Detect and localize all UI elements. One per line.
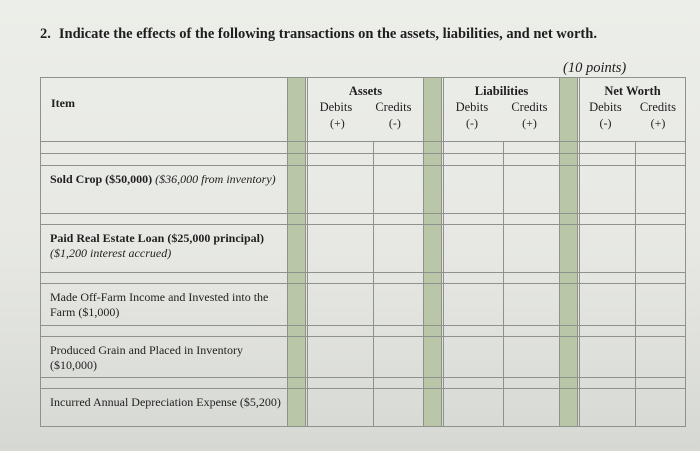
net-worth-debit-input[interactable] xyxy=(580,284,636,326)
net-worth-credit-input[interactable] xyxy=(636,337,686,378)
net-worth-credits-label: Credits xyxy=(639,100,676,114)
net-worth-credit-input[interactable] xyxy=(636,225,686,273)
row-label: Produced Grain and Placed in Inventory ($10,000) xyxy=(41,337,288,378)
net-worth-debit-input[interactable] xyxy=(580,389,636,427)
assets-credit-input[interactable] xyxy=(374,225,424,273)
green-separator xyxy=(424,78,442,142)
assets-header xyxy=(308,78,424,142)
table-row xyxy=(41,337,686,378)
net-worth-header xyxy=(580,78,686,142)
table-row xyxy=(41,389,686,427)
assets-credits-label: Credits xyxy=(375,100,412,114)
question-number: 2. xyxy=(40,26,51,42)
assets-debits-label: Debits xyxy=(319,100,353,114)
row-label: Paid Real Estate Loan ($25,000 principal) ($1,200 interest accrued) xyxy=(41,225,288,273)
liabilities-debit-input[interactable] xyxy=(444,337,504,378)
net-worth-debits-label: Debits xyxy=(589,100,622,114)
liabilities-credit-sign: (+) xyxy=(522,116,537,130)
question-text: Indicate the effects of the following transactions on the assets, liabilities, and net worth. xyxy=(58,26,597,42)
spacer-row xyxy=(41,154,686,166)
liabilities-debit-sign: (-) xyxy=(466,116,479,130)
row-label: Made Off-Farm Income and Invested into the Farm ($1,000) xyxy=(41,284,288,326)
liabilities-credit-input[interactable] xyxy=(504,225,560,273)
green-separator xyxy=(560,78,578,142)
assets-credit-input[interactable] xyxy=(374,389,424,427)
liabilities-debit-input[interactable] xyxy=(444,284,504,326)
liabilities-credits-label: Credits xyxy=(511,100,548,114)
points-label: (10 points) xyxy=(563,60,627,76)
net-worth-debit-input[interactable] xyxy=(580,337,636,378)
net-worth-debit-input[interactable] xyxy=(580,225,636,273)
item-header-cell xyxy=(41,78,288,142)
liabilities-credit-input[interactable] xyxy=(504,389,560,427)
table-header-row xyxy=(41,78,686,142)
row-label: Sold Crop ($50,000) ($36,000 from inventory) xyxy=(41,166,288,214)
liabilities-debits-label: Debits xyxy=(455,100,489,114)
assets-debit-input[interactable] xyxy=(308,284,374,326)
table-row xyxy=(41,284,686,326)
transactions-table xyxy=(40,77,686,427)
table-row xyxy=(41,166,686,214)
assets-credit-input[interactable] xyxy=(374,166,424,214)
assets-credit-sign: (-) xyxy=(388,116,401,130)
assets-debit-sign: (+) xyxy=(330,116,345,130)
assets-debit-input[interactable] xyxy=(308,337,374,378)
spacer-row xyxy=(41,214,686,225)
liabilities-debit-input[interactable] xyxy=(444,389,504,427)
assets-debit-input[interactable] xyxy=(308,225,374,273)
assets-debit-input[interactable] xyxy=(308,389,374,427)
row-note: ($1,200 interest accrued) xyxy=(50,246,172,260)
assets-credit-input[interactable] xyxy=(374,337,424,378)
spacer-row xyxy=(41,142,686,154)
net-worth-debit-sign: (-) xyxy=(599,116,612,130)
net-worth-credit-input[interactable] xyxy=(636,166,686,214)
question-heading xyxy=(40,26,597,43)
liabilities-credit-input[interactable] xyxy=(504,337,560,378)
liabilities-credit-input[interactable] xyxy=(504,284,560,326)
assets-debit-input[interactable] xyxy=(308,166,374,214)
green-separator xyxy=(288,78,306,142)
spacer-row xyxy=(41,326,686,337)
assets-title: Assets xyxy=(348,84,383,98)
net-worth-title: Net Worth xyxy=(604,84,661,98)
item-header: Item xyxy=(51,96,75,110)
liabilities-credit-input[interactable] xyxy=(504,166,560,214)
liabilities-debit-input[interactable] xyxy=(444,166,504,214)
net-worth-credit-input[interactable] xyxy=(636,389,686,427)
net-worth-credit-input[interactable] xyxy=(636,284,686,326)
row-label: Incurred Annual Depreciation Expense ($5,200) xyxy=(41,389,288,427)
liabilities-title: Liabilities xyxy=(474,84,529,98)
row-note: ($36,000 from inventory) xyxy=(155,172,276,186)
spacer-row xyxy=(41,273,686,284)
liabilities-header xyxy=(444,78,560,142)
assets-credit-input[interactable] xyxy=(374,284,424,326)
liabilities-debit-input[interactable] xyxy=(444,225,504,273)
spacer-row xyxy=(41,378,686,389)
net-worth-debit-input[interactable] xyxy=(580,166,636,214)
net-worth-credit-sign: (+) xyxy=(650,116,666,130)
table-row xyxy=(41,225,686,273)
